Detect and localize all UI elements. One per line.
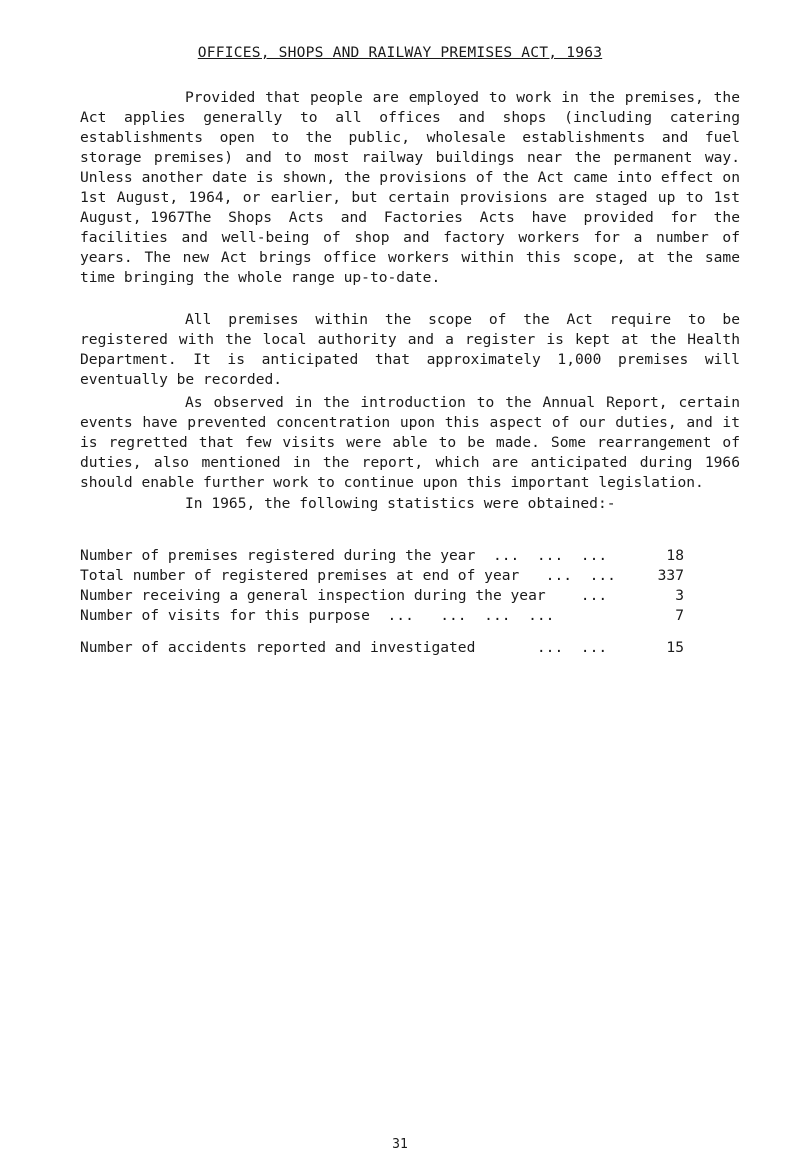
accidents-label: Number of accidents reported and investigated ... ... <box>80 639 608 656</box>
paragraph-1 <box>80 88 740 228</box>
accidents-row <box>80 638 740 658</box>
stats-label: Number of premises registered during the year ... ... ... <box>80 547 608 564</box>
accidents-section <box>80 638 740 658</box>
stats-row <box>80 546 740 566</box>
paragraph-3 <box>80 310 740 390</box>
stats-label: Number of visits for this purpose ... ... ... ... <box>80 607 555 624</box>
stats-value: 337 <box>657 567 684 584</box>
stats-intro <box>80 494 740 514</box>
paragraph-4 <box>80 393 740 493</box>
stats-row <box>80 586 740 606</box>
paragraph-2 <box>80 208 740 288</box>
stats-label: Total number of registered premises at end of year ... ... <box>80 567 616 584</box>
stats-value: 7 <box>675 607 684 624</box>
stats-value: 18 <box>666 547 684 564</box>
stats-intro-text: In 1965, the following statistics were obtained:- <box>185 495 616 512</box>
stats-row <box>80 566 740 586</box>
stats-row <box>80 606 740 626</box>
page-number: 31 <box>392 1137 408 1152</box>
page-title: OFFICES, SHOPS AND RAILWAY PREMISES ACT, 1963 <box>197 44 603 61</box>
paragraph-2-text: The Shops Acts and Factories Acts have provided for the facilities and well-being of shop and factory workers for a number of years. The new Act brings office workers within this scope, at the same time bringing the whole range up-to-date. <box>80 209 740 286</box>
paragraph-1-text: Provided that people are employed to work in the premises, the Act applies generally to all offices and shops (including catering establishments open to the public, wholesale establishments and fuel storage premises) and to most railway buildings near the permanent way. Unless another date is shown, the provisions of the Act came into effect on 1st August, 1964, or earlier, but certain provisions are staged up to 1st August, 1967. <box>80 89 740 226</box>
stats-label: Number receiving a general inspection during the year ... <box>80 587 608 604</box>
paragraph-3-text: All premises within the scope of the Act require to be registered with the local authority and a register is kept at the Health Department. It is anticipated that approximately 1,000 premises will eventually be recorded. <box>80 311 740 388</box>
paragraph-4-text: As observed in the introduction to the Annual Report, certain events have prevented concentration upon this aspect of our duties, and it is regretted that few visits were able to be made. Some rearrangement of duties, also mentioned in the report, which are anticipated during 1966 should enable further work to continue upon this important legislation. <box>80 394 740 491</box>
accidents-value: 15 <box>666 639 684 656</box>
stats-table <box>80 546 740 626</box>
stats-value: 3 <box>675 587 684 604</box>
